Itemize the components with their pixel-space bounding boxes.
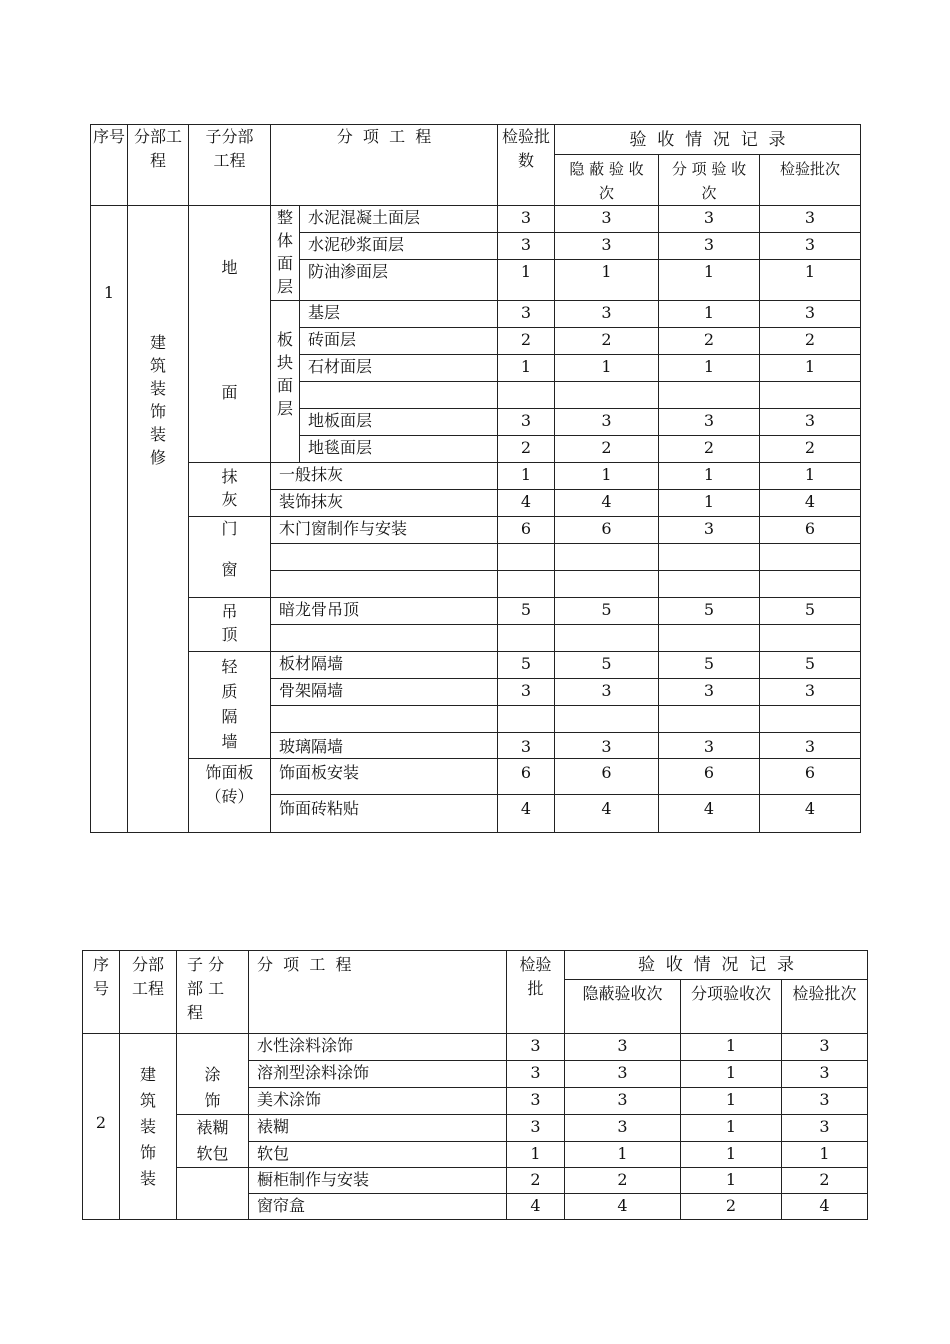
sub-item-value [659, 544, 760, 571]
hidden-value: 6 [555, 759, 659, 795]
sub-item-value: 3 [659, 233, 760, 260]
hidden-value: 3 [565, 1034, 681, 1061]
item-name: 饰面板安装 [271, 759, 498, 795]
sub-item-value: 3 [659, 409, 760, 436]
batches-value: 3 [507, 1061, 565, 1088]
sub-item-value [659, 382, 760, 409]
batch-count-value [760, 706, 861, 733]
item-name: 美术涂饰 [249, 1088, 507, 1115]
hidden-value: 2 [565, 1168, 681, 1194]
item-name [271, 544, 498, 571]
item-name: 板材隔墙 [271, 652, 498, 679]
sub-item-value: 1 [659, 463, 760, 490]
item-name: 地板面层 [300, 409, 498, 436]
batch-count-value: 1 [760, 260, 861, 301]
subdivision-paste-soft: 裱糊软包 [177, 1115, 249, 1168]
hidden-value: 3 [565, 1115, 681, 1142]
header-subdivision: 子分部工程 [189, 125, 271, 206]
sub-item-value: 1 [659, 301, 760, 328]
sub-item-value [659, 706, 760, 733]
hidden-value: 4 [555, 490, 659, 517]
division-cell: 建筑装饰装 [120, 1034, 177, 1220]
batch-count-value: 5 [760, 652, 861, 679]
batches-value: 3 [498, 233, 555, 260]
batch-count-value [760, 544, 861, 571]
item-name: 木门窗制作与安装 [271, 517, 498, 544]
item-name: 饰面砖粘贴 [271, 795, 498, 833]
batches-value: 1 [498, 260, 555, 301]
batch-count-value: 3 [760, 679, 861, 706]
division-cell: 建筑装饰装修 [128, 206, 189, 833]
batch-count-value [760, 625, 861, 652]
header-sub-item: 分 项 验 收 次 [659, 155, 760, 206]
item-name [271, 625, 498, 652]
batches-value: 5 [498, 652, 555, 679]
sub-item-value: 2 [659, 328, 760, 355]
item-name: 装饰抹灰 [271, 490, 498, 517]
hidden-value: 2 [555, 328, 659, 355]
item-name: 水泥砂浆面层 [300, 233, 498, 260]
item-name: 窗帘盒 [249, 1194, 507, 1220]
sub-item-value: 2 [659, 436, 760, 463]
header-record: 验 收 情 况 记 录 [555, 125, 861, 155]
batches-value [498, 706, 555, 733]
sub-item-value [659, 625, 760, 652]
hidden-value: 2 [555, 436, 659, 463]
hidden-value: 3 [555, 733, 659, 759]
sub-item-value: 1 [681, 1088, 782, 1115]
batches-value: 1 [507, 1141, 565, 1168]
hidden-value: 3 [555, 301, 659, 328]
header-batches: 检验批数 [498, 125, 555, 206]
batches-value: 3 [507, 1115, 565, 1142]
batch-count-value: 3 [760, 409, 861, 436]
item-name: 水泥混凝土面层 [300, 206, 498, 233]
batches-value: 2 [507, 1168, 565, 1194]
subdivision-door-window: 门 窗 [189, 517, 271, 598]
hidden-value: 1 [555, 463, 659, 490]
batches-value: 4 [498, 490, 555, 517]
batch-count-value: 2 [760, 436, 861, 463]
item-name [300, 382, 498, 409]
hidden-value: 1 [555, 260, 659, 301]
batch-count-value: 3 [782, 1115, 868, 1142]
sub-item-value: 1 [681, 1034, 782, 1061]
header-sub-item: 分项验收次 [681, 980, 782, 1034]
item-name: 骨架隔墙 [271, 679, 498, 706]
batches-value: 3 [507, 1034, 565, 1061]
item-name [271, 706, 498, 733]
batches-value: 4 [498, 795, 555, 833]
header-batch-count: 检验批次 [760, 155, 861, 206]
hidden-value [555, 625, 659, 652]
sub-item-value: 3 [659, 733, 760, 759]
batches-value [498, 382, 555, 409]
batches-value: 3 [498, 206, 555, 233]
hidden-value: 3 [555, 679, 659, 706]
batch-count-value [760, 571, 861, 598]
hidden-value: 3 [555, 233, 659, 260]
header-seq: 序号 [83, 951, 120, 1034]
hidden-value: 6 [555, 517, 659, 544]
hidden-value [555, 571, 659, 598]
batch-count-value: 4 [760, 490, 861, 517]
hidden-value: 1 [565, 1141, 681, 1168]
batch-count-value: 2 [782, 1168, 868, 1194]
batches-value: 1 [498, 355, 555, 382]
item-name [271, 571, 498, 598]
batches-value: 3 [507, 1088, 565, 1115]
hidden-value: 1 [555, 355, 659, 382]
header-division: 分部工程 [120, 951, 177, 1034]
item-name: 软包 [249, 1141, 507, 1168]
batch-count-value [760, 382, 861, 409]
subdivision-ground: 地 面 [189, 206, 271, 463]
item-name: 砖面层 [300, 328, 498, 355]
group-block: 板块面层 [271, 301, 300, 463]
batch-count-value: 6 [760, 759, 861, 795]
item-name: 暗龙骨吊顶 [271, 598, 498, 625]
sub-item-value: 1 [659, 355, 760, 382]
batches-value: 2 [498, 436, 555, 463]
batch-count-value: 4 [782, 1194, 868, 1220]
header-item: 分 项 工 程 [249, 951, 507, 1034]
batch-count-value: 3 [760, 301, 861, 328]
subdivision-coating: 涂饰 [177, 1034, 249, 1115]
header-subdivision: 子 分 部 工 程 [177, 951, 249, 1034]
item-name: 裱糊 [249, 1115, 507, 1142]
sub-item-value: 1 [681, 1168, 782, 1194]
subdivision-partition: 轻质隔墙 [189, 652, 271, 759]
sub-item-value: 5 [659, 598, 760, 625]
batch-count-value: 1 [760, 463, 861, 490]
hidden-value: 5 [555, 598, 659, 625]
header-item: 分 项 工 程 [271, 125, 498, 206]
hidden-value: 5 [555, 652, 659, 679]
hidden-value [555, 382, 659, 409]
item-name: 玻璃隔墙 [271, 733, 498, 759]
sub-item-value [659, 571, 760, 598]
batch-count-value: 1 [760, 355, 861, 382]
batch-count-value: 1 [782, 1141, 868, 1168]
subdivision-ceiling: 吊顶 [189, 598, 271, 652]
batches-value: 3 [498, 301, 555, 328]
item-name: 石材面层 [300, 355, 498, 382]
header-record: 验 收 情 况 记 录 [565, 951, 868, 980]
item-name: 防油渗面层 [300, 260, 498, 301]
subdivision-plaster: 抹灰 [189, 463, 271, 517]
batch-count-value: 3 [782, 1061, 868, 1088]
hidden-value: 4 [565, 1194, 681, 1220]
hidden-value: 4 [555, 795, 659, 833]
hidden-value [555, 544, 659, 571]
batch-count-value: 4 [760, 795, 861, 833]
batch-count-value: 6 [760, 517, 861, 544]
batches-value: 4 [507, 1194, 565, 1220]
sub-item-value: 1 [681, 1115, 782, 1142]
batches-value: 6 [498, 517, 555, 544]
sub-item-value: 1 [659, 260, 760, 301]
header-hidden: 隐 蔽 验 收 次 [555, 155, 659, 206]
batches-value: 1 [498, 463, 555, 490]
batches-value: 3 [498, 409, 555, 436]
batches-value [498, 571, 555, 598]
sub-item-value: 4 [659, 795, 760, 833]
batch-count-value: 3 [782, 1034, 868, 1061]
sub-item-value: 3 [659, 679, 760, 706]
sub-item-value: 2 [681, 1194, 782, 1220]
group-integral: 整体面层 [271, 206, 300, 301]
item-name: 基层 [300, 301, 498, 328]
sub-item-value: 3 [659, 206, 760, 233]
batches-value: 3 [498, 679, 555, 706]
hidden-value [555, 706, 659, 733]
item-name: 溶剂型涂料涂饰 [249, 1061, 507, 1088]
batches-value [498, 625, 555, 652]
batch-count-value: 3 [760, 206, 861, 233]
header-seq: 序号 [91, 125, 128, 206]
header-batch-count: 检验批次 [782, 980, 868, 1034]
item-name: 水性涂料涂饰 [249, 1034, 507, 1061]
batches-value: 6 [498, 759, 555, 795]
batches-value: 3 [498, 733, 555, 759]
header-batches: 检验批 [507, 951, 565, 1034]
subdivision-facing: 饰面板（砖） [189, 759, 271, 833]
batches-value: 5 [498, 598, 555, 625]
sub-item-value: 1 [659, 490, 760, 517]
batch-count-value: 3 [760, 233, 861, 260]
batches-value [498, 544, 555, 571]
item-name: 一般抹灰 [271, 463, 498, 490]
acceptance-table-2 [82, 950, 868, 1220]
hidden-value: 3 [555, 206, 659, 233]
sub-item-value: 1 [681, 1141, 782, 1168]
batch-count-value: 2 [760, 328, 861, 355]
item-name: 地毯面层 [300, 436, 498, 463]
sub-item-value: 6 [659, 759, 760, 795]
hidden-value: 3 [555, 409, 659, 436]
seq-cell: 1 [91, 206, 128, 833]
seq-cell: 2 [83, 1034, 120, 1220]
batch-count-value: 3 [760, 733, 861, 759]
subdivision-empty [177, 1168, 249, 1220]
hidden-value: 3 [565, 1088, 681, 1115]
sub-item-value: 5 [659, 652, 760, 679]
header-hidden: 隐蔽验收次 [565, 980, 681, 1034]
sub-item-value: 1 [681, 1061, 782, 1088]
sub-item-value: 3 [659, 517, 760, 544]
item-name: 橱柜制作与安装 [249, 1168, 507, 1194]
batches-value: 2 [498, 328, 555, 355]
hidden-value: 3 [565, 1061, 681, 1088]
acceptance-table-1 [90, 124, 861, 833]
header-division: 分部工程 [128, 125, 189, 206]
batch-count-value: 3 [782, 1088, 868, 1115]
batch-count-value: 5 [760, 598, 861, 625]
